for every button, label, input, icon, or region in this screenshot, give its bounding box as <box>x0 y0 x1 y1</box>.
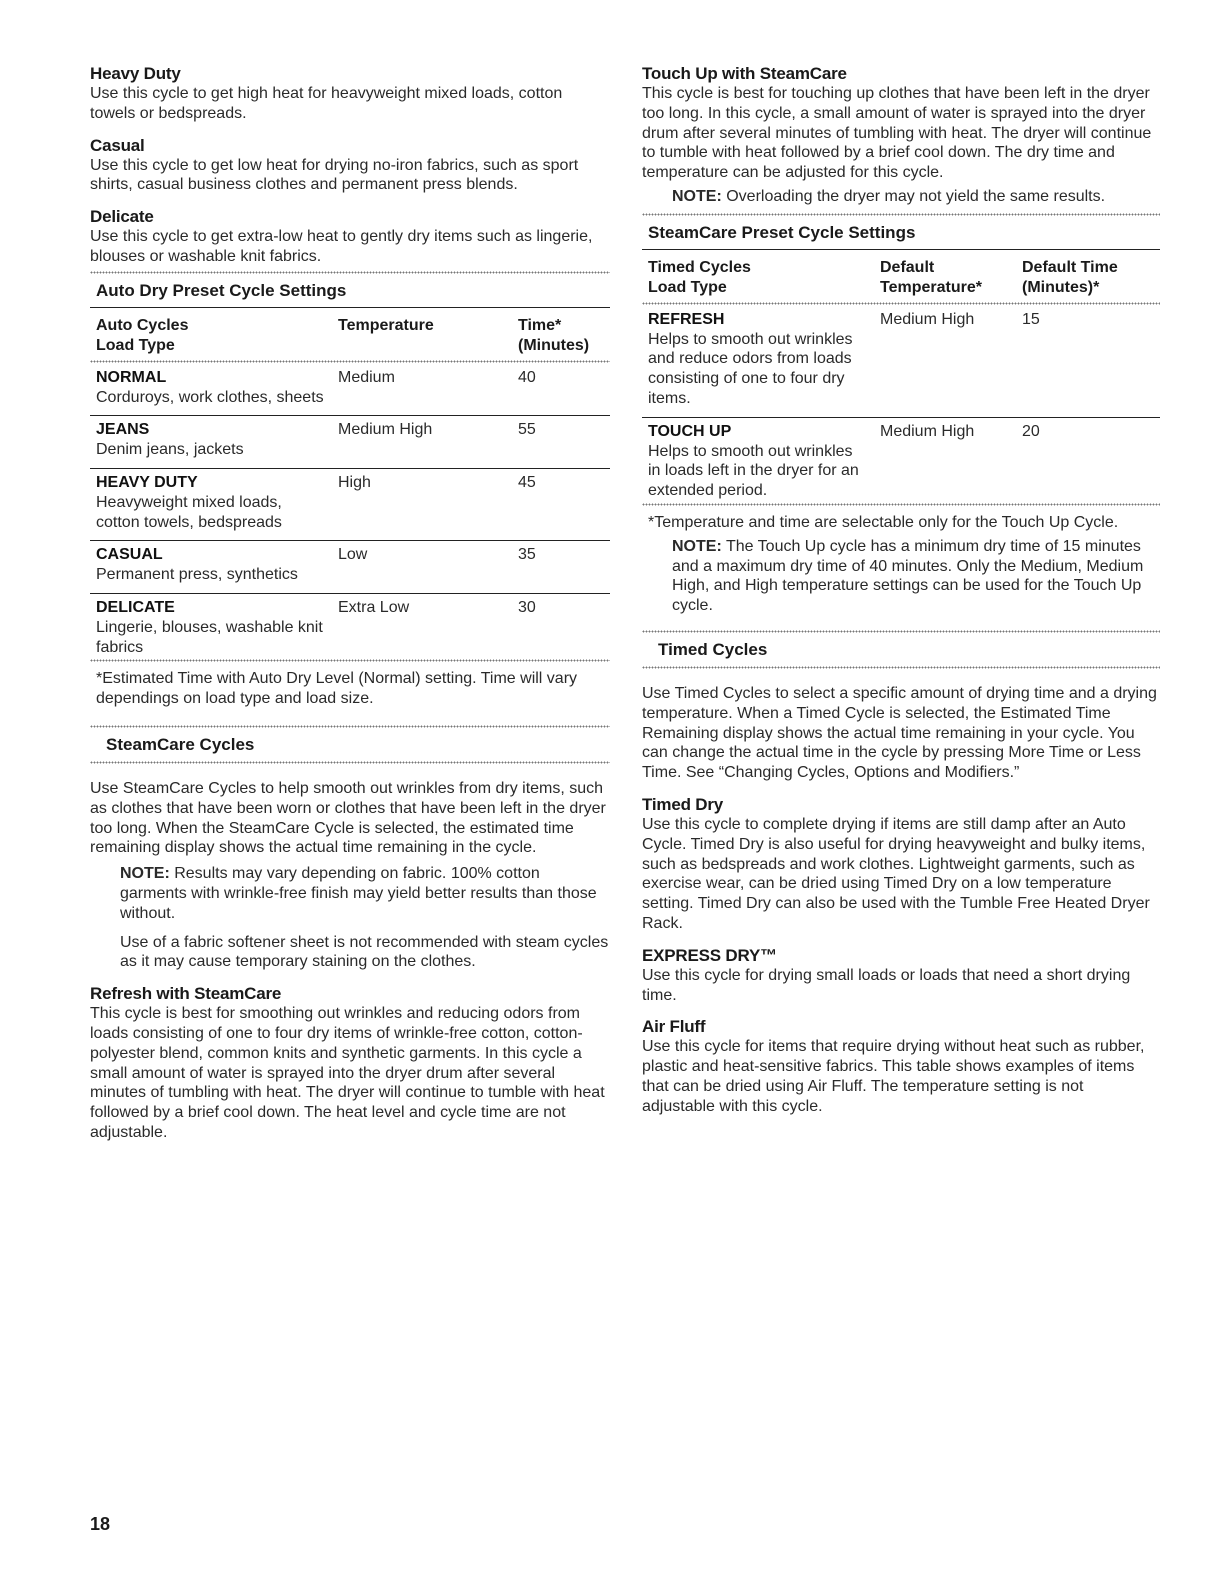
timed-dry-heading: Timed Dry <box>642 794 724 814</box>
timed-cycles-section <box>642 630 1160 783</box>
express-dry-heading: EXPRESS DRY™ <box>642 945 777 965</box>
touchup-heading: Touch Up with SteamCare <box>642 64 847 83</box>
cycle-desc: Corduroys, work clothes, sheets <box>96 388 324 406</box>
timed-dry-section <box>642 795 1160 934</box>
cycle-name: TOUCH UP <box>648 422 732 440</box>
refresh-text: This cycle is best for smoothing out wrinkles and reducing odors from loads consisting of one to four dry items of wrinkle-free cotton, cotton-polyester blend, common knits and synthetic garments. In this cycle a small amount of water is sprayed into the dryer drum after several minutes of tumbling with heat. The dryer will continue to tumble with heat followed by a brief cool down. The heat level and cycle time are not adjustable. <box>90 1005 605 1141</box>
header-line: Load Type <box>96 336 175 354</box>
touchup-text: This cycle is best for touching up clothes that have been left in the dryer too long. In this cycle, a small amount of water is sprayed into the dryer drum after several minutes of tumbling with heat. The dryer will continue to tumble with heat followed by a brief cool down. The dry time and temperature can be adjusted for this cycle. <box>642 85 1152 182</box>
divider <box>90 761 610 765</box>
heavy-duty-section <box>90 64 610 124</box>
note-text: Results may vary depending on fabric. 100% cotton garments with wrinkle-free finish may yield better results than those without. <box>120 865 597 922</box>
steamcare-text: Use SteamCare Cycles to help smooth out wrinkles from dry items, such as clothes that have been worn or clothes that have been left in the dryer too long. When the SteamCare Cycle is selected, the estimated time remaining display shows the actual time remaining in the cycle. <box>90 779 606 857</box>
cycle-name: HEAVY DUTY <box>96 473 198 491</box>
cycle-temp: Extra Low <box>332 593 512 659</box>
steam-col-time-header <box>1016 250 1160 302</box>
auto-dry-table-block <box>90 271 610 709</box>
cycle-name: JEANS <box>96 421 150 439</box>
note-text: Overloading the dryer may not yield the same results. <box>721 187 1106 205</box>
steamcare-table <box>642 250 1160 503</box>
table-row <box>642 417 1160 503</box>
header-line: Default <box>880 258 935 276</box>
cycle-name: DELICATE <box>96 598 175 616</box>
auto-dry-table-title: Auto Dry Preset Cycle Settings <box>96 280 347 300</box>
cycle-desc: Permanent press, synthetics <box>96 566 298 584</box>
steamcare-note-2: Use of a fabric softener sheet is not recommended with steam cycles as it may cause temporary staining on the clothes. <box>120 933 609 971</box>
divider <box>642 666 1160 670</box>
timed-cycles-text: Use Timed Cycles to select a specific amount of drying time and a drying temperature. When a Timed Cycle is selected, the Estimated Time Remaining display shows the actual time remaining in your cycle. You can change the actual time in the cycle by pressing More Time or Less Time. See “Changing Cycles, Options and Modifiers.” <box>642 684 1157 782</box>
cycle-time: 55 <box>512 416 610 469</box>
refresh-heading: Refresh with SteamCare <box>90 984 282 1004</box>
cycle-name: CASUAL <box>96 546 163 564</box>
delicate-heading: Delicate <box>90 207 154 227</box>
cycle-temp: Medium High <box>874 417 1016 503</box>
heavy-duty-heading: Heavy Duty <box>90 64 181 83</box>
touchup-note <box>642 187 1160 207</box>
timed-dry-text: Use this cycle to complete drying if items are still damp after an Auto Cycle. Timed Dry is also useful for drying heavyweight and bulky items, such as bedspreads and work clothes. Lightweight garments, such as exercise wear, can be dried using Timed Dry on a low temperature setting. Timed Dry can also be used with the Tumble Free Heated Dryer Rack. <box>642 815 1150 932</box>
cycle-name: REFRESH <box>648 310 725 328</box>
header-line: Auto Cycles <box>96 316 189 334</box>
table-row <box>90 364 610 416</box>
auto-col-cycles-header <box>90 308 332 360</box>
cycle-desc: Helps to smooth out wrinkles and reduce odors from loads consisting of one to four dry items. <box>648 330 853 407</box>
note-text: The Touch Up cycle has a minimum dry time of 15 minutes and a maximum dry time of 40 minutes. Only the Medium, Medium High, and High temperature settings can be used for the Touch Up cycle. <box>672 537 1144 615</box>
header-line: Time* <box>518 316 562 334</box>
cycle-time: 20 <box>1016 417 1160 503</box>
cycle-time: 45 <box>512 468 610 540</box>
auto-table-footnote: *Estimated Time with Auto Dry Level (Normal) setting. Time will vary dependings on load type and load size. <box>96 670 578 708</box>
cycle-desc: Lingerie, blouses, washable knit fabrics <box>96 618 323 656</box>
cycle-time: 15 <box>1022 310 1040 328</box>
cycle-name: NORMAL <box>96 368 167 386</box>
steamcare-table-footnote: *Temperature and time are selectable only for the Touch Up Cycle. <box>648 513 1119 531</box>
table-row <box>90 593 610 659</box>
heavy-duty-text: Use this cycle to get high heat for heavyweight mixed loads, cotton towels or bedspreads. <box>90 85 563 122</box>
express-dry-section <box>642 946 1160 1006</box>
cycle-time: 40 <box>518 368 536 386</box>
note-label: NOTE: <box>120 865 170 883</box>
header-line: Default Time <box>1022 258 1118 276</box>
auto-col-time-header <box>512 308 610 360</box>
steam-col-cycles-header <box>642 250 874 302</box>
cycle-temp: Low <box>332 541 512 594</box>
casual-heading: Casual <box>90 135 145 155</box>
steamcare-table-block <box>642 213 1160 616</box>
cycle-temp: High <box>332 468 512 540</box>
note-label: NOTE: <box>672 537 722 555</box>
steamcare-section <box>90 725 610 972</box>
casual-text: Use this cycle to get low heat for drying no-iron fabrics, such as sport shirts, casual business clothes and permanent press blends. <box>90 156 579 194</box>
right-column <box>642 64 1160 1128</box>
cycle-time: 35 <box>512 541 610 594</box>
page-number: 18 <box>90 1514 111 1534</box>
header-line: Timed Cycles <box>648 258 751 276</box>
steamcare-note <box>90 864 610 923</box>
cycle-time: 30 <box>512 593 610 659</box>
air-fluff-text: Use this cycle for items that require drying without heat such as rubber, plastic and heat-sensitive fabrics. This table shows examples of items that can be dried using Air Fluff. The temperature setting is not adjustable with this cycle. <box>642 1038 1145 1115</box>
note-label: NOTE: <box>672 187 722 205</box>
touchup-section <box>642 64 1160 207</box>
cycle-temp: Medium <box>338 368 395 386</box>
steamcare-heading: SteamCare Cycles <box>106 734 255 754</box>
cycle-desc: Denim jeans, jackets <box>96 441 244 459</box>
express-dry-text: Use this cycle for drying small loads or loads that need a short drying time. <box>642 966 1131 1004</box>
auto-col-temp-header: Temperature <box>338 316 434 334</box>
cycle-desc: Heavyweight mixed loads, cotton towels, bedspreads <box>96 493 282 531</box>
air-fluff-heading: Air Fluff <box>642 1017 706 1037</box>
refresh-section <box>90 984 610 1143</box>
left-column <box>90 64 610 1155</box>
header-line: (Minutes)* <box>1022 278 1100 296</box>
steamcare-table-note <box>642 537 1160 616</box>
header-line: Load Type <box>648 278 727 296</box>
delicate-text: Use this cycle to get extra-low heat to gently dry items such as lingerie, blouses or washable knit fabrics. <box>90 228 593 265</box>
table-row <box>90 468 610 540</box>
cycle-temp: Medium High <box>332 416 512 469</box>
timed-cycles-heading: Timed Cycles <box>658 639 768 659</box>
header-line: (Minutes) <box>518 336 590 354</box>
table-row <box>90 541 610 594</box>
steamcare-table-title: SteamCare Preset Cycle Settings <box>648 222 916 242</box>
steam-col-temp-header <box>874 250 1016 302</box>
auto-dry-table <box>90 308 610 660</box>
air-fluff-section <box>642 1017 1160 1116</box>
cycle-temp: Medium High <box>880 310 975 328</box>
delicate-section <box>90 207 610 267</box>
table-row <box>642 306 1160 417</box>
casual-section <box>90 136 610 196</box>
cycle-desc: Helps to smooth out wrinkles in loads left in the dryer for an extended period. <box>648 442 859 500</box>
table-row <box>90 416 610 469</box>
header-line: Temperature* <box>880 278 982 296</box>
